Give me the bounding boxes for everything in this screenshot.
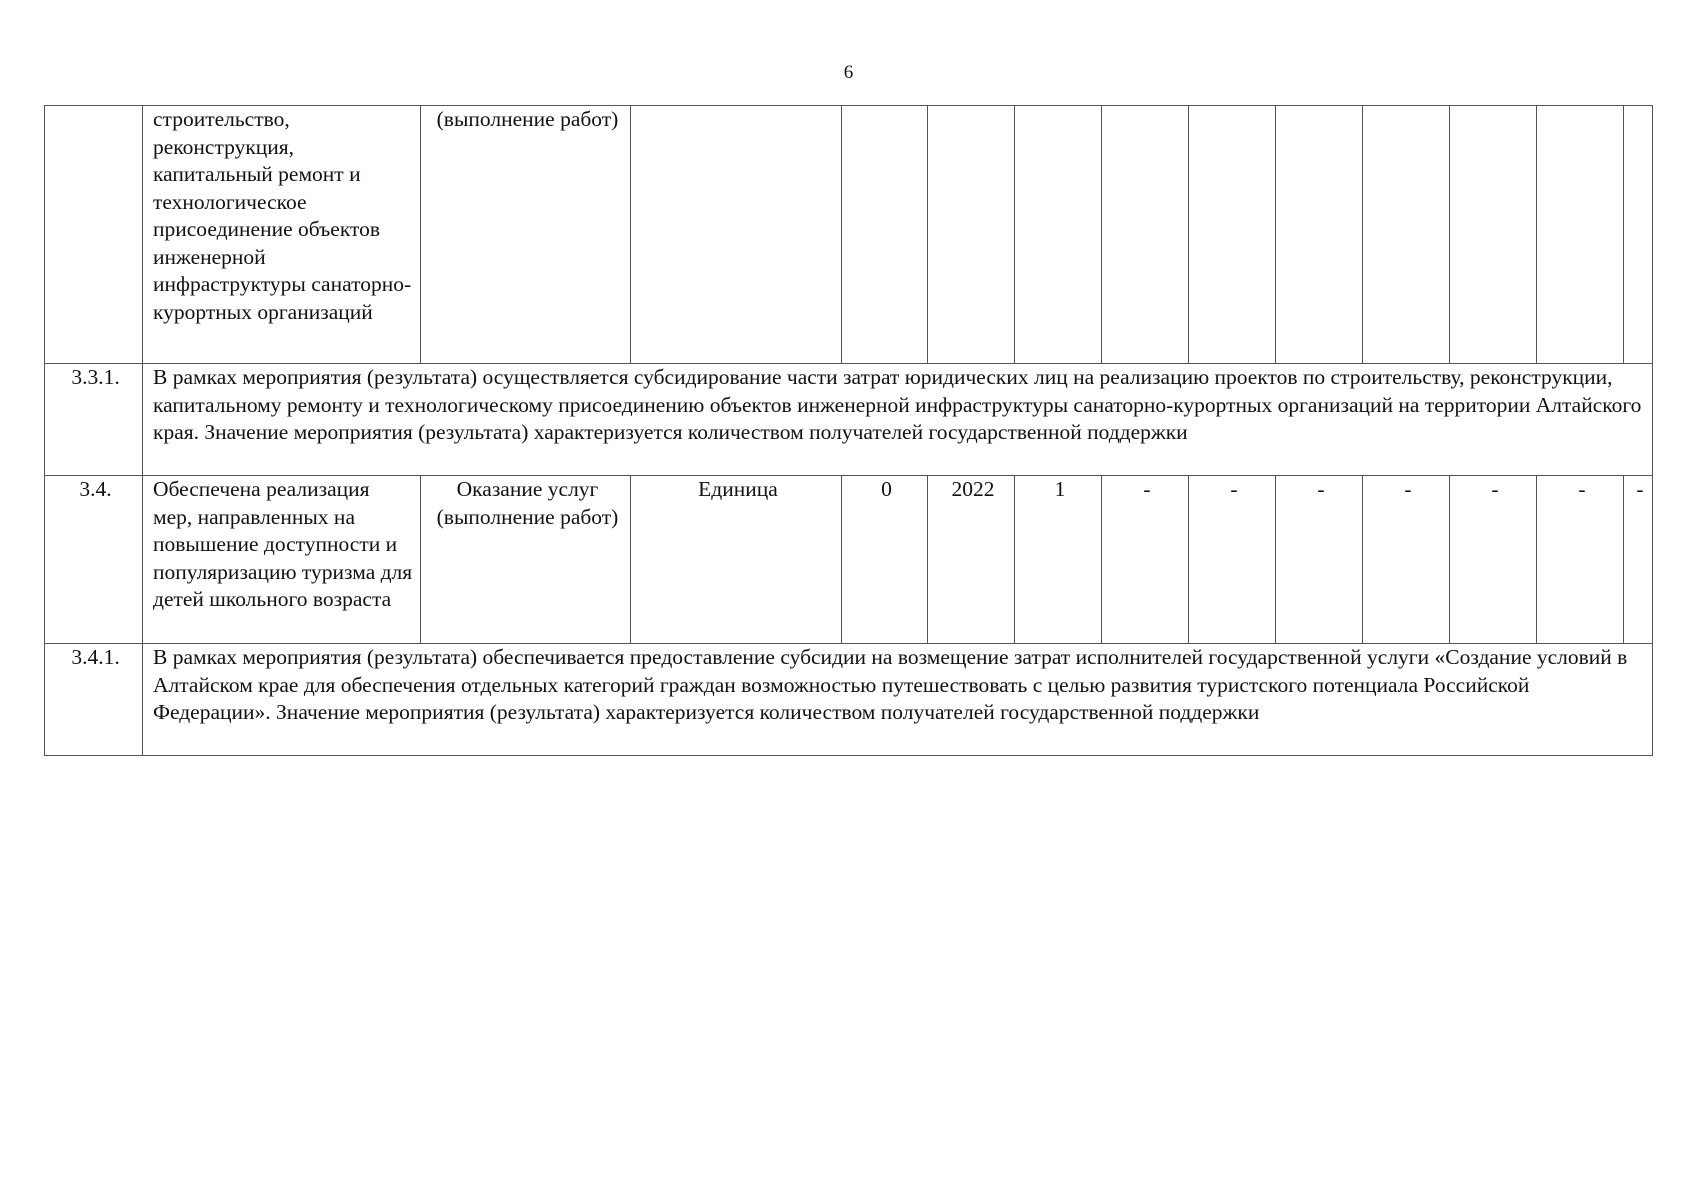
table-row — [45, 476, 1653, 644]
result-type-cell: Оказание услуг (выполнение работ) — [421, 476, 631, 644]
value-cell: - — [1363, 476, 1450, 644]
table-row — [45, 364, 1653, 476]
table-row — [45, 644, 1653, 756]
result-name-cell: Обеспечена реализация мер, направленных на повышение доступности и популяризацию туризма для детей школьного возраста — [143, 476, 421, 644]
row-number-cell: 3.4. — [45, 476, 143, 644]
base-year-cell — [928, 106, 1015, 364]
description-cell: В рамках мероприятия (результата) осуществляется субсидирование части затрат юридических лиц на реализацию проектов по строительству, реконструкции, капитальному ремонту и технологическому присоединению объектов инженерной инфраструктуры санаторно-курортных организаций на территории Алтайского края. Значение мероприятия (результата) характеризуется количеством получателей государственной поддержки — [143, 364, 1653, 476]
value-cell: - — [1102, 476, 1189, 644]
value-cell — [1450, 106, 1537, 364]
value-cell — [1102, 106, 1189, 364]
value-cell — [1363, 106, 1450, 364]
result-name-cell: строительство, реконструкция, капитальный ремонт и технологическое присоединение объектов инженерной инфраструктуры санаторно-курортных организаций — [143, 106, 421, 364]
value-cell: - — [1624, 476, 1653, 644]
unit-cell: Единица — [631, 476, 842, 644]
unit-cell — [631, 106, 842, 364]
value-cell: - — [1537, 476, 1624, 644]
result-type-cell: (выполнение работ) — [421, 106, 631, 364]
row-number-cell: 3.3.1. — [45, 364, 143, 476]
value-cell: - — [1450, 476, 1537, 644]
row-number-cell — [45, 106, 143, 364]
value-cell — [1276, 106, 1363, 364]
base-year-cell: 2022 — [928, 476, 1015, 644]
table-row — [45, 106, 1653, 364]
description-cell: В рамках мероприятия (результата) обеспечивается предоставление субсидии на возмещение затрат исполнителей государственной услуги «Создание условий в Алтайском крае для обеспечения отдельных категорий граждан возможностью путешествовать с целью развития туристского потенциала Российской Федерации». Значение мероприятия (результата) характеризуется количеством получателей государственной поддержки — [143, 644, 1653, 756]
base-value-cell: 0 — [842, 476, 928, 644]
row-number-cell: 3.4.1. — [45, 644, 143, 756]
value-cell: - — [1189, 476, 1276, 644]
value-cell — [1015, 106, 1102, 364]
value-cell: - — [1276, 476, 1363, 644]
page-number: 6 — [843, 62, 854, 83]
value-cell — [1537, 106, 1624, 364]
results-table — [44, 105, 1653, 756]
value-cell: 1 — [1015, 476, 1102, 644]
value-cell — [1624, 106, 1653, 364]
value-cell — [1189, 106, 1276, 364]
base-value-cell — [842, 106, 928, 364]
